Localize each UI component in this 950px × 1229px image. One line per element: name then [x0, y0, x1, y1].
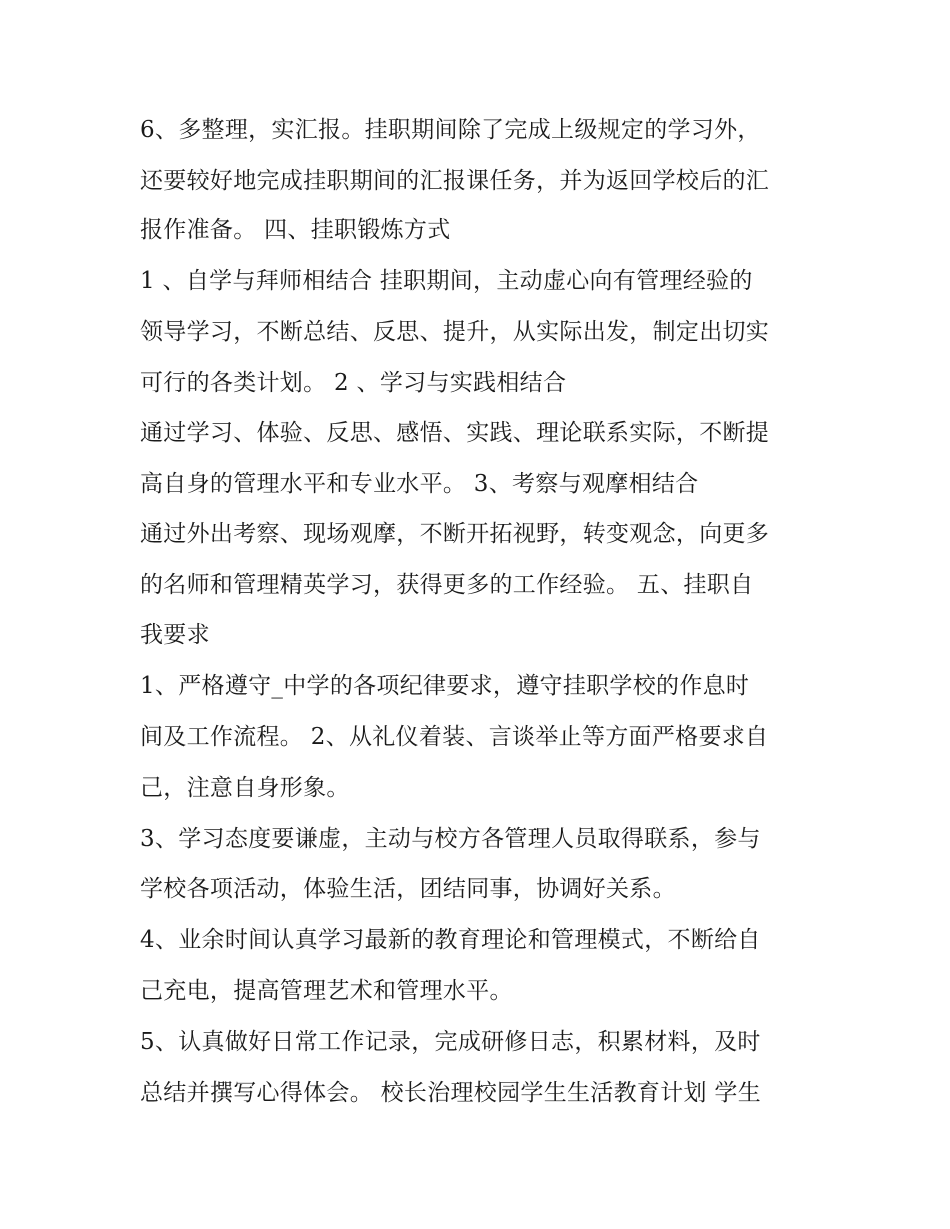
text-line: 己，注意自身形象。: [140, 775, 350, 801]
text-line: 报作准备。 四、挂职锻炼方式: [140, 217, 451, 243]
text-line: 可行的各类计划。 2 、学习与实践相结合: [140, 370, 567, 396]
text-line: 的名师和管理精英学习，获得更多的工作经验。 五、挂职自: [140, 572, 754, 598]
text-line: 1 、自学与拜师相结合 挂职期间，主动虚心向有管理经验的: [140, 268, 753, 294]
text-line: 总结并撰写心得体会。 校长治理校园学生生活教育计划 学生: [140, 1080, 762, 1106]
text-line: 通过学习、体验、反思、感悟、实践、理论联系实际，不断提: [140, 420, 770, 446]
text-line: 间及工作流程。 2、从礼仪着装、言谈举止等方面严格要求自: [140, 724, 769, 750]
text-line: 4、业余时间认真学习最新的教育理论和管理模式，不断给自: [140, 927, 761, 953]
text-line: 己充电，提高管理艺术和管理水平。: [140, 978, 513, 1004]
text-line: 还要较好地完成挂职期间的汇报课任务，并为返回学校后的汇: [140, 168, 770, 194]
text-line: 领导学习，不断总结、反思、提升，从实际出发，制定出切实: [140, 319, 770, 345]
text-line: 6、多整理，实汇报。挂职期间除了完成上级规定的学习外，: [140, 117, 761, 143]
text-line: 3、学习态度要谦虚，主动与校方各管理人员取得联系，参与: [140, 826, 761, 852]
text-line: 学校各项活动，体验生活，团结同事，协调好关系。: [140, 876, 676, 902]
text-line: 5、认真做好日常工作记录，完成研修日志，积累材料，及时: [140, 1029, 761, 1055]
text-line: 1、严格遵守_中学的各项纪律要求，遵守挂职学校的作息时: [140, 673, 750, 699]
text-line: 高自身的管理水平和专业水平。 3、考察与观摩相结合: [140, 471, 699, 497]
text-line: 通过外出考察、现场观摩，不断开拓视野，转变观念，向更多: [140, 521, 770, 547]
text-line: 我要求: [140, 622, 210, 648]
